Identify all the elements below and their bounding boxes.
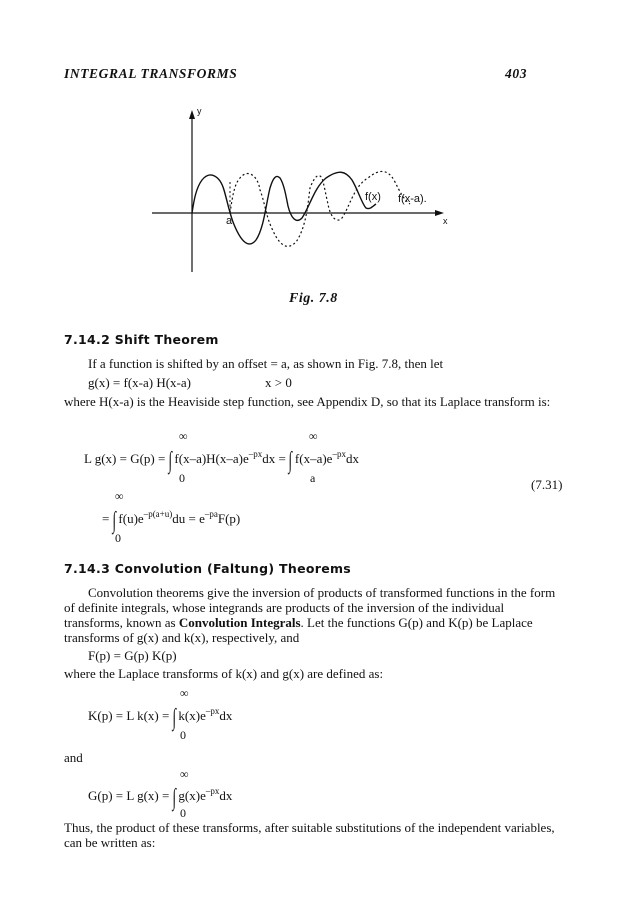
y-axis-label: y bbox=[197, 106, 202, 116]
eq-shift-result bbox=[102, 509, 240, 533]
conv-p1c: . Let the functions G(p) and K(p) be Laplace transforms of g(x) and k(x), respectively, and bbox=[64, 615, 533, 645]
eqK-body: k(x)e bbox=[178, 708, 206, 723]
figure-caption: Fig. 7.8 bbox=[289, 291, 338, 306]
eq-condition: x > 0 bbox=[265, 375, 292, 390]
eqG-tail: dx bbox=[219, 788, 233, 803]
eqG-lhs: G(p) = L g(x) = bbox=[88, 788, 170, 803]
eq3-tail: F(p) bbox=[217, 511, 241, 526]
eqG-upper: ∞ bbox=[180, 767, 189, 781]
running-header: INTEGRAL TRANSFORMS bbox=[64, 66, 238, 81]
eq3-upper: ∞ bbox=[115, 489, 124, 503]
integral-sign-icon: ∫ bbox=[112, 508, 116, 534]
eq2-lower-1: 0 bbox=[179, 471, 185, 485]
f-x-minus-a-curve bbox=[230, 171, 410, 246]
eq3-exp2: –pa bbox=[204, 509, 218, 519]
eq3-body: f(u)e bbox=[118, 511, 144, 526]
equation-number: (7.31) bbox=[531, 477, 563, 492]
shift-paragraph-2: where H(x-a) is the Heaviside step function, see Appendix D, so that its Laplace transform is: bbox=[64, 394, 551, 409]
eq2-lhs: L g(x) = G(p) = bbox=[84, 451, 166, 466]
eqG-lower: 0 bbox=[180, 806, 186, 820]
eq2-int2-tail: dx bbox=[345, 451, 359, 466]
a-label: a bbox=[226, 215, 233, 227]
section-heading-shift: 7.14.2 Shift Theorem bbox=[64, 332, 219, 347]
eqK-exp: –px bbox=[205, 706, 220, 716]
eq3-mid: du = e bbox=[172, 511, 205, 526]
eq-fp: F(p) = G(p) K(p) bbox=[88, 648, 177, 663]
y-axis-arrow bbox=[189, 110, 195, 119]
eq2-upper-2: ∞ bbox=[309, 429, 318, 443]
eq3-lower: 0 bbox=[115, 531, 121, 545]
fxa-label: f(x-a). bbox=[398, 193, 427, 205]
eq3-exp: –p(a+u) bbox=[143, 509, 173, 519]
and-text: and bbox=[64, 750, 83, 765]
page-number: 403 bbox=[505, 66, 528, 81]
eqG-body: g(x)e bbox=[178, 788, 206, 803]
eq2-lower-2: a bbox=[310, 471, 316, 485]
integral-sign-icon: ∫ bbox=[168, 448, 172, 474]
eq3-lhs: = bbox=[102, 511, 110, 526]
eq-laplace-shift bbox=[84, 449, 359, 473]
eq2-exp1: –px bbox=[248, 449, 263, 459]
eq2-int2: f(x–a)e bbox=[294, 451, 333, 466]
convolution-paragraph-2: where the Laplace transforms of k(x) and g(x) are defined as: bbox=[64, 666, 384, 681]
eqK-upper: ∞ bbox=[180, 686, 189, 700]
fx-label: f(x) bbox=[365, 191, 381, 203]
shift-figure bbox=[130, 100, 460, 280]
integral-sign-icon: ∫ bbox=[288, 448, 293, 474]
eq2-int1-tail: dx = bbox=[262, 451, 286, 466]
conv-p1b: Convolution Integrals bbox=[178, 615, 301, 630]
eq2-upper-1: ∞ bbox=[179, 429, 188, 443]
integral-sign-icon: ∫ bbox=[172, 785, 176, 811]
integral-sign-icon: ∫ bbox=[172, 705, 176, 731]
eq-K-def bbox=[88, 706, 232, 730]
shift-paragraph-1: If a function is shifted by an offset = a, as shown in Fig. 7.8, then let bbox=[88, 356, 444, 371]
x-axis-label: x bbox=[443, 216, 448, 226]
section-heading-convolution: 7.14.3 Convolution (Faltung) Theorems bbox=[64, 561, 352, 576]
eqK-lhs: K(p) = L k(x) = bbox=[88, 708, 170, 723]
eqG-exp: –px bbox=[205, 786, 220, 796]
eq2-exp2: –px bbox=[332, 449, 346, 459]
f-x-curve bbox=[192, 172, 376, 244]
conv-p1a: Convolution theorems give the inversion of products of transformed functions in the form of definite integrals, whose integrands are products of the inversion of the individual transforms, known as bbox=[64, 585, 556, 630]
eqK-tail: dx bbox=[219, 708, 233, 723]
eq-G-def bbox=[88, 786, 232, 810]
convolution-paragraph-1 bbox=[64, 585, 564, 645]
eq-g-def: g(x) = f(x-a) H(x-a) bbox=[88, 375, 191, 390]
eqK-lower: 0 bbox=[180, 728, 186, 742]
eq2-int1: f(x–a)H(x–a)e bbox=[174, 451, 249, 466]
convolution-paragraph-3: Thus, the product of these transforms, after suitable substitutions of the independent variables, can be written as: bbox=[64, 820, 555, 850]
